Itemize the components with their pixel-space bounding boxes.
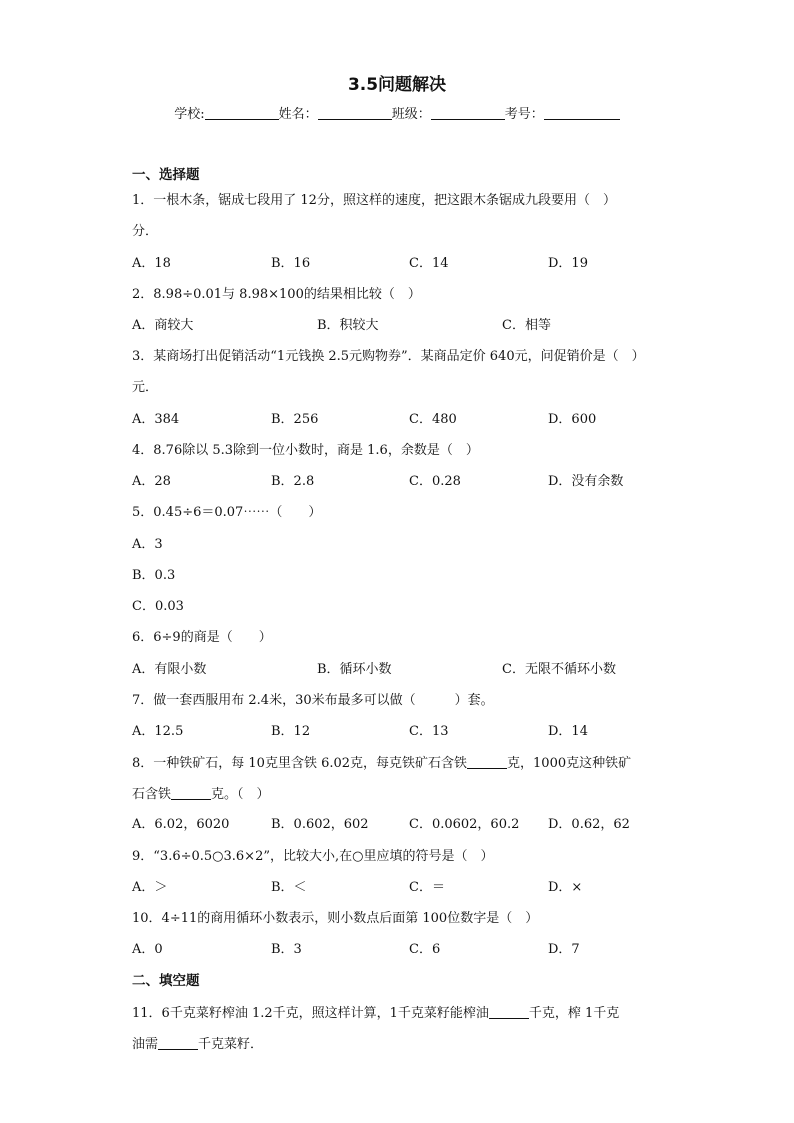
q11-stem-part1: 11．6千克菜籽榨油 1.2千克，照这样计算，1千克菜籽能榨油 bbox=[132, 1006, 489, 1021]
question-11-stem-cont bbox=[132, 1036, 263, 1053]
q10-option-c[interactable]: C．6 bbox=[409, 942, 441, 957]
q7-option-a[interactable]: A．12.5 bbox=[132, 724, 184, 739]
q7-option-b[interactable]: B．12 bbox=[271, 724, 311, 739]
q2-option-a[interactable]: A．商较大 bbox=[132, 318, 194, 333]
q8-option-c[interactable]: C．0.0602，60.2 bbox=[409, 817, 520, 832]
school-label: 学校: bbox=[174, 107, 205, 122]
question-3-stem: 3．某商场打出促销活动“1元钱换 2.5元购物券”．某商品定价 640元，问促销价是（ ） bbox=[132, 349, 645, 364]
q1-option-b[interactable]: B．16 bbox=[271, 256, 311, 271]
q5-option-b[interactable]: B．0.3 bbox=[132, 568, 176, 583]
q1-option-d[interactable]: D．19 bbox=[548, 256, 588, 271]
name-blank[interactable] bbox=[318, 106, 392, 120]
question-6-stem: 6．6÷9的商是（ ） bbox=[132, 630, 272, 645]
q6-option-a[interactable]: A．有限小数 bbox=[132, 662, 207, 677]
q8-option-d[interactable]: D．0.62，62 bbox=[548, 817, 630, 832]
q7-option-d[interactable]: D．14 bbox=[548, 724, 588, 739]
question-7-stem: 7．做一套西服用布 2.4米，30米布最多可以做（ ）套。 bbox=[132, 693, 494, 708]
q5-option-c[interactable]: C．0.03 bbox=[132, 599, 184, 614]
q11-stem-part3: 油需 bbox=[132, 1037, 159, 1052]
question-9-stem: 9．“3.6÷0.5○3.6×2”，比较大小,在○里应填的符号是（ ） bbox=[132, 849, 494, 864]
q8-option-b[interactable]: B．0.602，602 bbox=[271, 817, 369, 832]
q8-stem-part2: 克，1000克这种铁矿 bbox=[507, 756, 632, 771]
q8-blank-2[interactable] bbox=[171, 786, 211, 800]
q6-option-b[interactable]: B．循环小数 bbox=[317, 662, 392, 677]
class-blank[interactable] bbox=[431, 106, 505, 120]
q1-option-a[interactable]: A．18 bbox=[132, 256, 171, 271]
q7-option-c[interactable]: C．13 bbox=[409, 724, 449, 739]
q8-stem-part4: 克。（ ） bbox=[211, 787, 270, 802]
student-info-line bbox=[0, 103, 794, 122]
question-8-stem bbox=[132, 755, 631, 772]
q3-option-a[interactable]: A．384 bbox=[132, 412, 180, 427]
q11-blank-1[interactable] bbox=[489, 1005, 529, 1019]
q8-stem-part3: 石含铁 bbox=[132, 787, 172, 802]
q3-option-d[interactable]: D．600 bbox=[548, 412, 597, 427]
section-heading-fill: 二、填空题 bbox=[132, 973, 200, 989]
question-2-stem: 2．8.98÷0.01与 8.98×100的结果相比较（ ） bbox=[132, 287, 421, 302]
q4-option-d[interactable]: D．没有余数 bbox=[548, 474, 624, 489]
number-blank[interactable] bbox=[544, 106, 620, 120]
question-5-stem: 5．0.45÷6＝0.07⋯⋯（ ） bbox=[132, 505, 322, 520]
question-11-stem bbox=[132, 1005, 619, 1022]
class-label: 班级： bbox=[391, 107, 431, 122]
q9-option-a[interactable]: A．＞ bbox=[132, 880, 168, 895]
question-3-stem-cont: 元． bbox=[132, 380, 159, 395]
q8-blank-1[interactable] bbox=[467, 755, 507, 769]
q8-stem-part1: 8．一种铁矿石，每 10克里含铁 6.02克，每克铁矿石含铁 bbox=[132, 756, 468, 771]
q11-stem-part2: 千克，榨 1千克 bbox=[528, 1006, 620, 1021]
q3-option-b[interactable]: B．256 bbox=[271, 412, 319, 427]
school-blank[interactable] bbox=[205, 106, 279, 120]
question-1-stem-cont: 分． bbox=[132, 224, 159, 239]
q9-option-c[interactable]: C．＝ bbox=[409, 880, 445, 895]
question-10-stem: 10．4÷11的商用循环小数表示，则小数点后面第 100位数字是（ ） bbox=[132, 911, 539, 926]
q11-blank-2[interactable] bbox=[158, 1036, 198, 1050]
q1-option-c[interactable]: C．14 bbox=[409, 256, 449, 271]
q10-option-d[interactable]: D．7 bbox=[548, 942, 580, 957]
q5-option-a[interactable]: A．3 bbox=[132, 537, 163, 552]
name-label: 姓名： bbox=[278, 107, 318, 122]
q9-option-b[interactable]: B．＜ bbox=[271, 880, 307, 895]
q4-option-c[interactable]: C．0.28 bbox=[409, 474, 461, 489]
q2-option-c[interactable]: C．相等 bbox=[502, 318, 551, 333]
page-title: 3.5问题解决 bbox=[347, 75, 447, 95]
section-heading-choice: 一、选择题 bbox=[132, 167, 200, 183]
q11-stem-part4: 千克菜籽． bbox=[198, 1037, 264, 1052]
q2-option-b[interactable]: B．积较大 bbox=[317, 318, 379, 333]
question-8-stem-cont bbox=[132, 786, 270, 803]
q10-option-b[interactable]: B．3 bbox=[271, 942, 302, 957]
question-1-stem: 1．一根木条，锯成七段用了 12分，照这样的速度，把这跟木条锯成九段要用（ ） bbox=[132, 193, 616, 208]
q6-option-c[interactable]: C．无限不循环小数 bbox=[502, 662, 616, 677]
q3-option-c[interactable]: C．480 bbox=[409, 412, 457, 427]
q4-option-a[interactable]: A．28 bbox=[132, 474, 171, 489]
number-label: 考号： bbox=[504, 107, 544, 122]
question-4-stem: 4．8.76除以 5.3除到一位小数时，商是 1.6，余数是（ ） bbox=[132, 443, 479, 458]
q10-option-a[interactable]: A．0 bbox=[132, 942, 163, 957]
q4-option-b[interactable]: B．2.8 bbox=[271, 474, 315, 489]
q9-option-d[interactable]: D．× bbox=[548, 880, 583, 895]
q8-option-a[interactable]: A．6.02，6020 bbox=[132, 817, 230, 832]
